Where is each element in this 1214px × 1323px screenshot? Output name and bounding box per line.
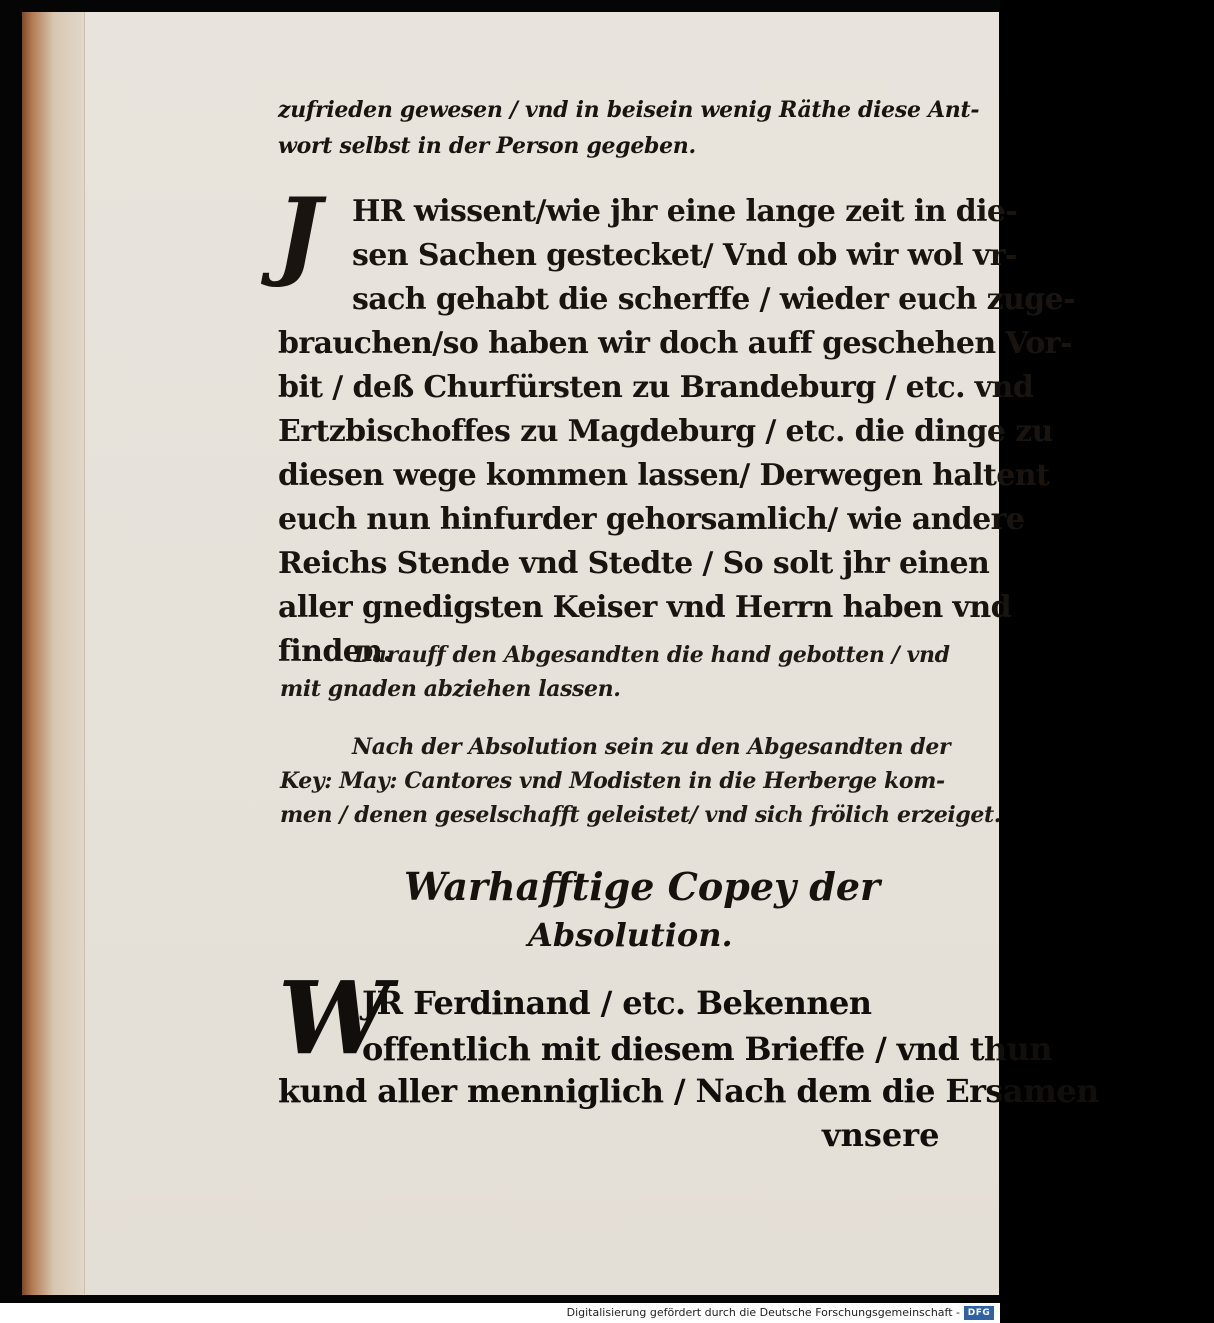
section-heading-line-2: Absolution.: [528, 916, 733, 954]
main-line-5: bit / deß Churfürsten zu Brandeburg / etc. vnd: [278, 370, 1034, 405]
ferdinand-line-3: kund aller menniglich / Nach dem die Ersamen: [278, 1072, 1099, 1110]
intro-line-1: zufrieden gewesen / vnd in beisein wenig Räthe diese Ant-: [278, 97, 980, 123]
main-line-11: finden.: [278, 634, 393, 669]
ferdinand-drop-capital: W: [278, 959, 391, 1077]
main-paragraph-first-lines: [352, 190, 1075, 322]
note1-line-2: mit gnaden abziehen lassen.: [280, 676, 621, 702]
note2-line-2: Key: May: Cantores vnd Modisten in die Herberge kom-: [280, 768, 945, 794]
footer-credit: Digitalisierung gefördert durch die Deutsche Forschungsgemeinschaft -: [566, 1306, 960, 1319]
intro-paragraph: [278, 92, 979, 164]
ferdinand-rest: [278, 1068, 1099, 1114]
footer-bar: [0, 1303, 1000, 1323]
main-line-9: Reichs Stende vnd Stedte / So solt jhr einen: [278, 546, 990, 581]
catchword: vnsere: [822, 1116, 940, 1154]
dfg-logo: DFG: [964, 1306, 994, 1320]
main-paragraph-rest: [278, 322, 1072, 674]
ferdinand-first-lines: [362, 980, 1052, 1072]
note2-line-1: Nach der Absolution sein zu den Abgesandten der: [352, 734, 951, 760]
section-heading-line-1: Warhafftige Copey der: [404, 864, 881, 909]
main-drop-capital: J: [276, 177, 322, 290]
note-handshake: [280, 638, 950, 706]
main-line-10: aller gnedigsten Keiser vnd Herrn haben vnd: [278, 590, 1011, 625]
intro-line-2: wort selbst in der Person gegeben.: [278, 133, 696, 159]
ferdinand-line-2: offentlich mit diesem Brieffe / vnd thun: [362, 1030, 1052, 1068]
main-line-8: euch nun hinfurder gehorsamlich/ wie andere: [278, 502, 1025, 537]
main-line-3: sach gehabt die scherffe / wieder euch zuge-: [352, 282, 1075, 317]
note2-line-3: men / denen geselschafft geleistet/ vnd sich frölich erzeiget.: [280, 802, 1001, 828]
main-line-2: sen Sachen gestecket/ Vnd ob wir wol vr-: [352, 238, 1017, 273]
ferdinand-line-1: JR Ferdinand / etc. Bekennen: [362, 984, 872, 1022]
note1-line-1: Darauff den Abgesandten die hand gebotten / vnd: [354, 642, 950, 668]
main-line-7: diesen wege kommen lassen/ Derwegen haltent: [278, 458, 1050, 493]
main-line-4: brauchen/so haben wir doch auff geschehen Vor-: [278, 326, 1072, 361]
main-line-1: HR wissent/wie jhr eine lange zeit in die-: [352, 194, 1018, 229]
note-absolution: [280, 730, 1001, 832]
main-line-6: Ertzbischoffes zu Magdeburg / etc. die dinge zu: [278, 414, 1053, 449]
